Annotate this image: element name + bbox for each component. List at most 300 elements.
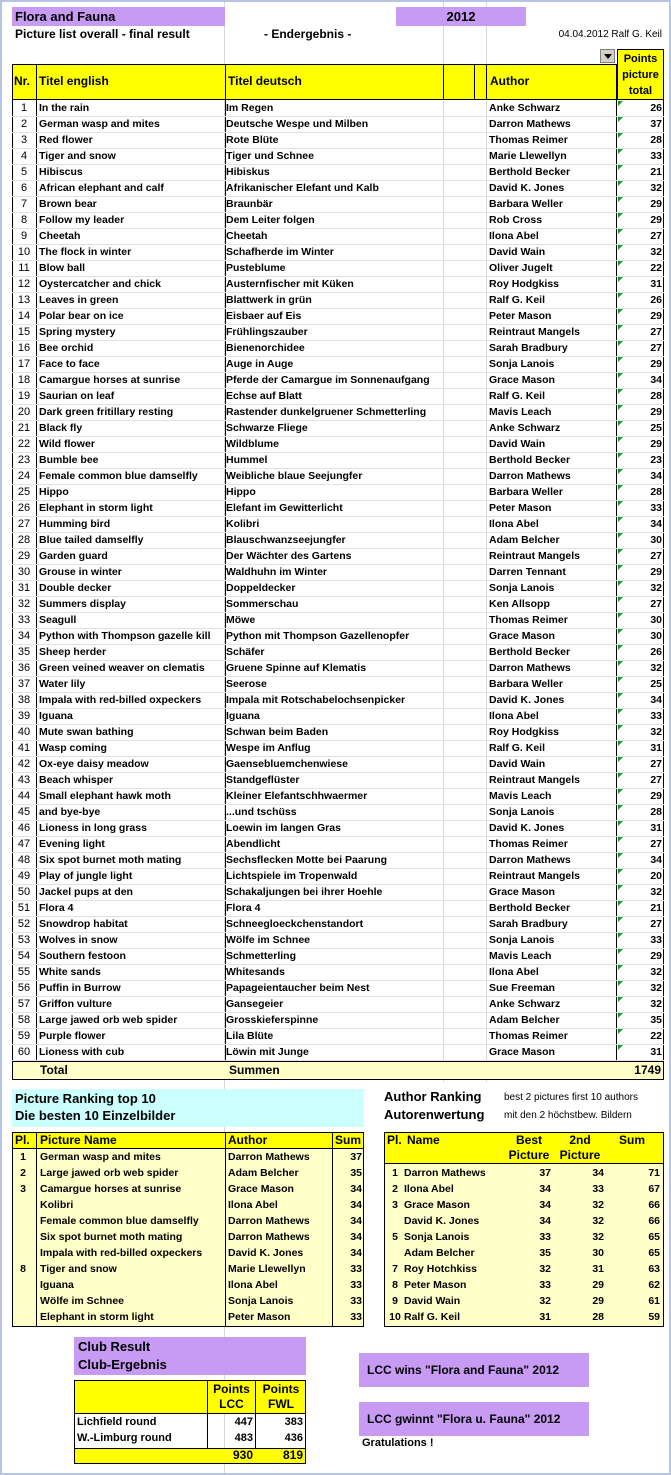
row-number: 37	[17, 678, 31, 690]
place: 1	[20, 1151, 26, 1163]
table-row	[12, 837, 664, 853]
picture-ranking-header-sum: Sum	[335, 1133, 362, 1147]
title-german: Abendlicht	[226, 838, 281, 850]
row-number: 36	[17, 662, 31, 674]
title-german: Grosskieferspinne	[226, 1014, 319, 1026]
points-total: 33	[650, 710, 662, 722]
row-number: 52	[17, 918, 31, 930]
comment-indicator-icon	[618, 645, 623, 650]
totals-label-german: Summen	[229, 1063, 280, 1077]
comment-indicator-icon	[618, 725, 623, 730]
header-points-line1: Points	[623, 53, 658, 65]
row-number: 28	[17, 534, 31, 546]
table-row	[12, 997, 664, 1013]
title-german: Bienenorchidee	[226, 342, 305, 354]
comment-indicator-icon	[618, 101, 623, 106]
row-number: 44	[17, 790, 31, 802]
title-english: Dark green fritillary resting	[39, 406, 174, 418]
title-english: Evening light	[39, 838, 105, 850]
title-german: Schäfer	[226, 646, 265, 658]
row-number: 46	[17, 822, 31, 834]
row-number: 27	[17, 518, 31, 530]
club-round-lcc: 483	[234, 1432, 253, 1444]
author-name: Reintraut Mangels	[489, 870, 581, 882]
sum: 59	[648, 1311, 660, 1323]
row-number: 43	[17, 774, 31, 786]
author-name: Roy Hotchkiss	[404, 1263, 477, 1275]
title-german: Möwe	[226, 614, 256, 626]
author-name: Ilona Abel	[228, 1279, 278, 1291]
picture-ranking-title: Picture Ranking top 10	[15, 1091, 156, 1106]
title-german: Papageientaucher beim Nest	[226, 982, 370, 994]
picture-ranking-row	[12, 1294, 364, 1310]
title-english: Elephant in storm light	[39, 502, 153, 514]
author-name: Rob Cross	[489, 214, 543, 226]
second-picture: 32	[592, 1231, 604, 1243]
congratulations-text: Gratulations !	[362, 1437, 434, 1449]
points-total: 34	[650, 854, 662, 866]
title-english: Impala with red-billed oxpeckers	[39, 694, 202, 706]
title-german: Weibliche blaue Seejungfer	[226, 470, 363, 482]
sum: 62	[648, 1279, 660, 1291]
comment-indicator-icon	[618, 309, 623, 314]
author-name: Sarah Bradbury	[489, 342, 568, 354]
title-german: Waldhuhn im Winter	[226, 566, 328, 578]
points-total: 27	[650, 230, 662, 242]
comment-indicator-icon	[618, 741, 623, 746]
table-row	[12, 149, 664, 165]
author-ranking-header-second-picture: Picture	[559, 1148, 601, 1162]
table-row	[12, 645, 664, 661]
author-name: Ken Allsopp	[489, 598, 550, 610]
points-total: 25	[650, 422, 662, 434]
place: 5	[392, 1231, 398, 1243]
comment-indicator-icon	[618, 885, 623, 890]
picture-name: German wasp and mites	[40, 1151, 161, 1163]
title-german: Python mit Thompson Gazellenopfer	[226, 630, 410, 642]
author-ranking-note: best 2 pictures first 10 authors	[504, 1092, 638, 1103]
title-german: Whitesands	[226, 966, 285, 978]
points-total: 31	[650, 1046, 662, 1058]
title-english: Jackel pups at den	[39, 886, 133, 898]
table-row	[12, 133, 664, 149]
table-row	[12, 741, 664, 757]
title-german: Lila Blüte	[226, 1030, 274, 1042]
points-total: 27	[650, 758, 662, 770]
year-label: 2012	[396, 7, 526, 26]
sum: 33	[350, 1279, 362, 1291]
row-number: 13	[17, 294, 31, 306]
points-total: 25	[650, 678, 662, 690]
comment-indicator-icon	[618, 789, 623, 794]
author-ranking-row	[384, 1214, 664, 1230]
comment-indicator-icon	[618, 821, 623, 826]
author-ranking-header-name: Name	[407, 1133, 440, 1147]
author-name: Ralf G. Keil	[489, 742, 546, 754]
author-name: Grace Mason	[404, 1199, 470, 1211]
author-name: Darron Mathews	[228, 1215, 310, 1227]
author-ranking-row	[384, 1294, 664, 1310]
table-row	[12, 469, 664, 485]
points-total: 28	[650, 134, 662, 146]
author-name: Darron Mathews	[404, 1167, 486, 1179]
comment-indicator-icon	[618, 165, 623, 170]
comment-indicator-icon	[618, 293, 623, 298]
place: 3	[20, 1183, 26, 1195]
comment-indicator-icon	[618, 757, 623, 762]
comment-indicator-icon	[618, 661, 623, 666]
title-english: The flock in winter	[39, 246, 132, 258]
author-name: David Wain	[404, 1295, 461, 1307]
title-german: Pferde der Camargue im Sonnenaufgang	[226, 374, 430, 386]
title-german: Hibiskus	[226, 166, 270, 178]
points-total: 32	[650, 998, 662, 1010]
title-german: Frühlingszauber	[226, 326, 308, 338]
points-total: 32	[650, 982, 662, 994]
table-row	[12, 453, 664, 469]
title-english: Female common blue damselfly	[39, 470, 198, 482]
comment-indicator-icon	[618, 629, 623, 634]
table-row	[12, 581, 664, 597]
row-number: 41	[17, 742, 31, 754]
row-number: 38	[17, 694, 31, 706]
author-ranking-row	[384, 1166, 664, 1182]
table-row	[12, 1045, 664, 1061]
best-picture: 33	[539, 1231, 551, 1243]
author-name: Sonja Lanois	[489, 806, 555, 818]
row-number: 4	[20, 150, 28, 162]
row-number: 49	[17, 870, 31, 882]
table-row	[12, 757, 664, 773]
title-german: Auge in Auge	[226, 358, 294, 370]
author-name: Anke Schwarz	[489, 422, 561, 434]
sum: 33	[350, 1263, 362, 1275]
points-total: 30	[650, 630, 662, 642]
title-german: Elefant im Gewitterlicht	[226, 502, 343, 514]
best-picture: 34	[539, 1183, 551, 1195]
title-english: Ox-eye daisy meadow	[39, 758, 149, 770]
title-english: Wolves in snow	[39, 934, 118, 946]
table-row	[12, 693, 664, 709]
table-row	[12, 197, 664, 213]
row-number: 59	[17, 1030, 31, 1042]
title-english: Water lily	[39, 678, 86, 690]
sum: 34	[350, 1231, 362, 1243]
comment-indicator-icon	[618, 261, 623, 266]
comment-indicator-icon	[618, 117, 623, 122]
title-english: Follow my leader	[39, 214, 125, 226]
title-english: Face to face	[39, 358, 100, 370]
title-english: Blow ball	[39, 262, 86, 274]
author-name: Darron Mathews	[489, 854, 571, 866]
row-number: 21	[17, 422, 31, 434]
row-number: 45	[17, 806, 31, 818]
picture-name: Six spot burnet moth mating	[40, 1231, 183, 1243]
table-row	[12, 981, 664, 997]
author-name: Sonja Lanois	[228, 1295, 294, 1307]
title-english: Beach whisper	[39, 774, 114, 786]
table-row	[12, 917, 664, 933]
comment-indicator-icon	[618, 677, 623, 682]
row-number: 48	[17, 854, 31, 866]
title-english: Red flower	[39, 134, 93, 146]
chevron-down-icon	[604, 54, 612, 59]
comment-indicator-icon	[618, 917, 623, 922]
table-row	[12, 549, 664, 565]
author-name: Darron Mathews	[489, 118, 571, 130]
title-german: Wildblume	[226, 438, 279, 450]
title-german: Blauschwanzseejungfer	[226, 534, 346, 546]
title-english: Puffin in Burrow	[39, 982, 121, 994]
picture-ranking-row	[12, 1214, 364, 1230]
title-english: Lioness in long grass	[39, 822, 147, 834]
author-name: Ralf G. Keil	[489, 294, 546, 306]
table-row	[12, 725, 664, 741]
title-german: Schwarze Fliege	[226, 422, 308, 434]
title-german: Kolibri	[226, 518, 260, 530]
author-ranking-row	[384, 1198, 664, 1214]
title-english: Garden guard	[39, 550, 108, 562]
title-english: Six spot burnet moth mating	[39, 854, 182, 866]
table-row	[12, 213, 664, 229]
points-total: 31	[650, 822, 662, 834]
best-picture: 34	[539, 1199, 551, 1211]
subtitle: Picture list overall - final result	[15, 27, 190, 41]
author-name: Adam Belcher	[228, 1167, 299, 1179]
subtitle-german: - Endergebnis -	[264, 27, 352, 41]
author-ranking-row	[384, 1230, 664, 1246]
sum: 35	[350, 1167, 362, 1179]
author-name: Reintraut Mangels	[489, 774, 581, 786]
table-row	[12, 501, 664, 517]
points-total: 26	[650, 102, 662, 114]
author-name: Thomas Reimer	[489, 838, 568, 850]
picture-ranking-header-name: Picture Name	[40, 1133, 117, 1147]
points-total: 37	[650, 118, 662, 130]
title-english: Wasp coming	[39, 742, 107, 754]
title-german: Deutsche Wespe und Milben	[226, 118, 369, 130]
author-name: Anke Schwarz	[489, 998, 561, 1010]
title-english: Double decker	[39, 582, 112, 594]
picture-name: Large jawed orb web spider	[40, 1167, 179, 1179]
points-total: 32	[650, 886, 662, 898]
title-english: Sheep herder	[39, 646, 107, 658]
points-total: 32	[650, 966, 662, 978]
title-german: Cheetah	[226, 230, 268, 242]
points-total: 28	[650, 806, 662, 818]
title-german: Schwan beim Baden	[226, 726, 329, 738]
comment-indicator-icon	[618, 437, 623, 442]
title-english: Iguana	[39, 710, 73, 722]
table-row	[12, 485, 664, 501]
points-total: 21	[650, 902, 662, 914]
title-english: Wild flower	[39, 438, 95, 450]
author-ranking-header-best-picture: Picture	[508, 1148, 550, 1162]
points-total: 32	[650, 662, 662, 674]
picture-name: Impala with red-billed oxpeckers	[40, 1247, 203, 1259]
row-number: 24	[17, 470, 31, 482]
picture-ranking-row	[12, 1278, 364, 1294]
comment-indicator-icon	[618, 773, 623, 778]
points-total: 33	[650, 934, 662, 946]
table-row	[12, 245, 664, 261]
title-english: German wasp and mites	[39, 118, 160, 130]
comment-indicator-icon	[618, 693, 623, 698]
picture-ranking-title-german: Die besten 10 Einzelbilder	[15, 1108, 176, 1123]
table-row	[12, 229, 664, 245]
table-row	[12, 181, 664, 197]
comment-indicator-icon	[618, 949, 623, 954]
row-number: 7	[20, 198, 28, 210]
comment-indicator-icon	[618, 197, 623, 202]
points-total: 32	[650, 726, 662, 738]
author-name: Ralf G. Keil	[489, 390, 546, 402]
title-english: Polar bear on ice	[39, 310, 124, 322]
title-german: Hummel	[226, 454, 268, 466]
title-english: Bumble bee	[39, 454, 99, 466]
title-german: Doppeldecker	[226, 582, 296, 594]
points-total: 22	[650, 262, 662, 274]
row-number: 60	[17, 1046, 31, 1058]
title-english: Saurian on leaf	[39, 390, 115, 402]
author-name: Thomas Reimer	[489, 134, 568, 146]
author-name: Reintraut Mangels	[489, 550, 581, 562]
table-row	[12, 885, 664, 901]
row-number: 20	[17, 406, 31, 418]
table-row	[12, 389, 664, 405]
picture-ranking-header-place: Pl.	[15, 1133, 30, 1147]
club-round-lcc: 447	[234, 1416, 253, 1428]
row-number: 16	[17, 342, 31, 354]
row-number: 51	[17, 902, 31, 914]
table-row	[12, 565, 664, 581]
title-german: Dem Leiter folgen	[226, 214, 315, 226]
header-title-german: Titel deutsch	[228, 74, 302, 88]
author-ranking-header-second: 2nd	[569, 1133, 591, 1147]
points-total: 34	[650, 694, 662, 706]
column-separator	[443, 64, 444, 100]
row-number: 3	[20, 134, 28, 146]
row-number: 57	[17, 998, 31, 1010]
title-german: Wölfe im Schnee	[226, 934, 311, 946]
title-german: Gruene Spinne auf Klematis	[226, 662, 367, 674]
title-english: Lioness with cub	[39, 1046, 125, 1058]
club-round-label: W.-Limburg round	[77, 1432, 172, 1444]
comment-indicator-icon	[618, 149, 623, 154]
title-english: Snowdrop habitat	[39, 918, 128, 930]
second-picture: 28	[592, 1311, 604, 1323]
second-picture: 34	[592, 1167, 604, 1179]
title-english: Cheetah	[39, 230, 81, 242]
winner-message: LCC wins "Flora and Fauna" 2012	[359, 1353, 589, 1387]
table-row	[12, 629, 664, 645]
title-german: Iguana	[226, 710, 260, 722]
points-total: 32	[650, 582, 662, 594]
table-row	[12, 805, 664, 821]
place: 8	[20, 1263, 26, 1275]
picture-ranking-row	[12, 1246, 364, 1262]
table-row	[12, 677, 664, 693]
author-name: Darron Mathews	[228, 1231, 310, 1243]
picture-ranking-row	[12, 1310, 364, 1326]
table-row	[12, 821, 664, 837]
row-number: 19	[17, 390, 31, 402]
comment-indicator-icon	[618, 565, 623, 570]
sum: 34	[350, 1215, 362, 1227]
table-row	[12, 933, 664, 949]
sheet-title: Flora and Fauna	[12, 7, 225, 26]
comment-indicator-icon	[618, 421, 623, 426]
table-row	[12, 517, 664, 533]
club-result-title: Club Result	[78, 1339, 151, 1354]
table-row	[12, 869, 664, 885]
header-points-line2: picture	[622, 69, 659, 81]
sum: 67	[648, 1183, 660, 1195]
table-row	[12, 405, 664, 421]
table-row	[12, 1013, 664, 1029]
picture-ranking-header-author: Author	[228, 1133, 268, 1147]
comment-indicator-icon	[618, 213, 623, 218]
row-number: 17	[17, 358, 31, 370]
author-name: Peter Mason	[404, 1279, 467, 1291]
title-german: Wespe im Anflug	[226, 742, 311, 754]
points-total: 34	[650, 470, 662, 482]
author-ranking-row	[384, 1310, 664, 1326]
header-points-line3: total	[628, 85, 653, 97]
points-total: 29	[650, 950, 662, 962]
table-row	[12, 101, 664, 117]
filter-dropdown-button[interactable]	[600, 49, 615, 63]
picture-name: Tiger and snow	[40, 1263, 117, 1275]
second-picture: 32	[592, 1199, 604, 1211]
author-name: Ilona Abel	[228, 1199, 278, 1211]
table-row	[12, 533, 664, 549]
author-name: Grace Mason	[228, 1183, 294, 1195]
author-name: Sonja Lanois	[489, 934, 555, 946]
table-row	[12, 773, 664, 789]
title-english: Griffon vulture	[39, 998, 112, 1010]
sum: 61	[648, 1295, 660, 1307]
place: 10	[389, 1311, 401, 1323]
title-german: Loewin im langen Gras	[226, 822, 341, 834]
row-number: 14	[17, 310, 31, 322]
title-english: Brown bear	[39, 198, 97, 210]
author-ranking-header-best: Best	[515, 1133, 542, 1147]
author-name: Sonja Lanois	[404, 1231, 470, 1243]
table-row	[12, 165, 664, 181]
author-name: David K. Jones	[489, 822, 565, 834]
table-row	[12, 661, 664, 677]
title-english: Blue tailed damselfly	[39, 534, 144, 546]
second-picture: 29	[592, 1295, 604, 1307]
points-total: 27	[650, 550, 662, 562]
author-name: Grace Mason	[489, 886, 555, 898]
table-row	[12, 949, 664, 965]
comment-indicator-icon	[618, 997, 623, 1002]
title-english: Hippo	[39, 486, 69, 498]
author-ranking-header-sum: Sum	[619, 1133, 646, 1147]
comment-indicator-icon	[618, 805, 623, 810]
points-total: 32	[650, 182, 662, 194]
table-row	[12, 437, 664, 453]
comment-indicator-icon	[618, 245, 623, 250]
title-english: Grouse in winter	[39, 566, 122, 578]
points-total: 29	[650, 406, 662, 418]
picture-ranking-row	[12, 1150, 364, 1166]
title-english: Spring mystery	[39, 326, 116, 338]
comment-indicator-icon	[618, 901, 623, 906]
place: 9	[392, 1295, 398, 1307]
